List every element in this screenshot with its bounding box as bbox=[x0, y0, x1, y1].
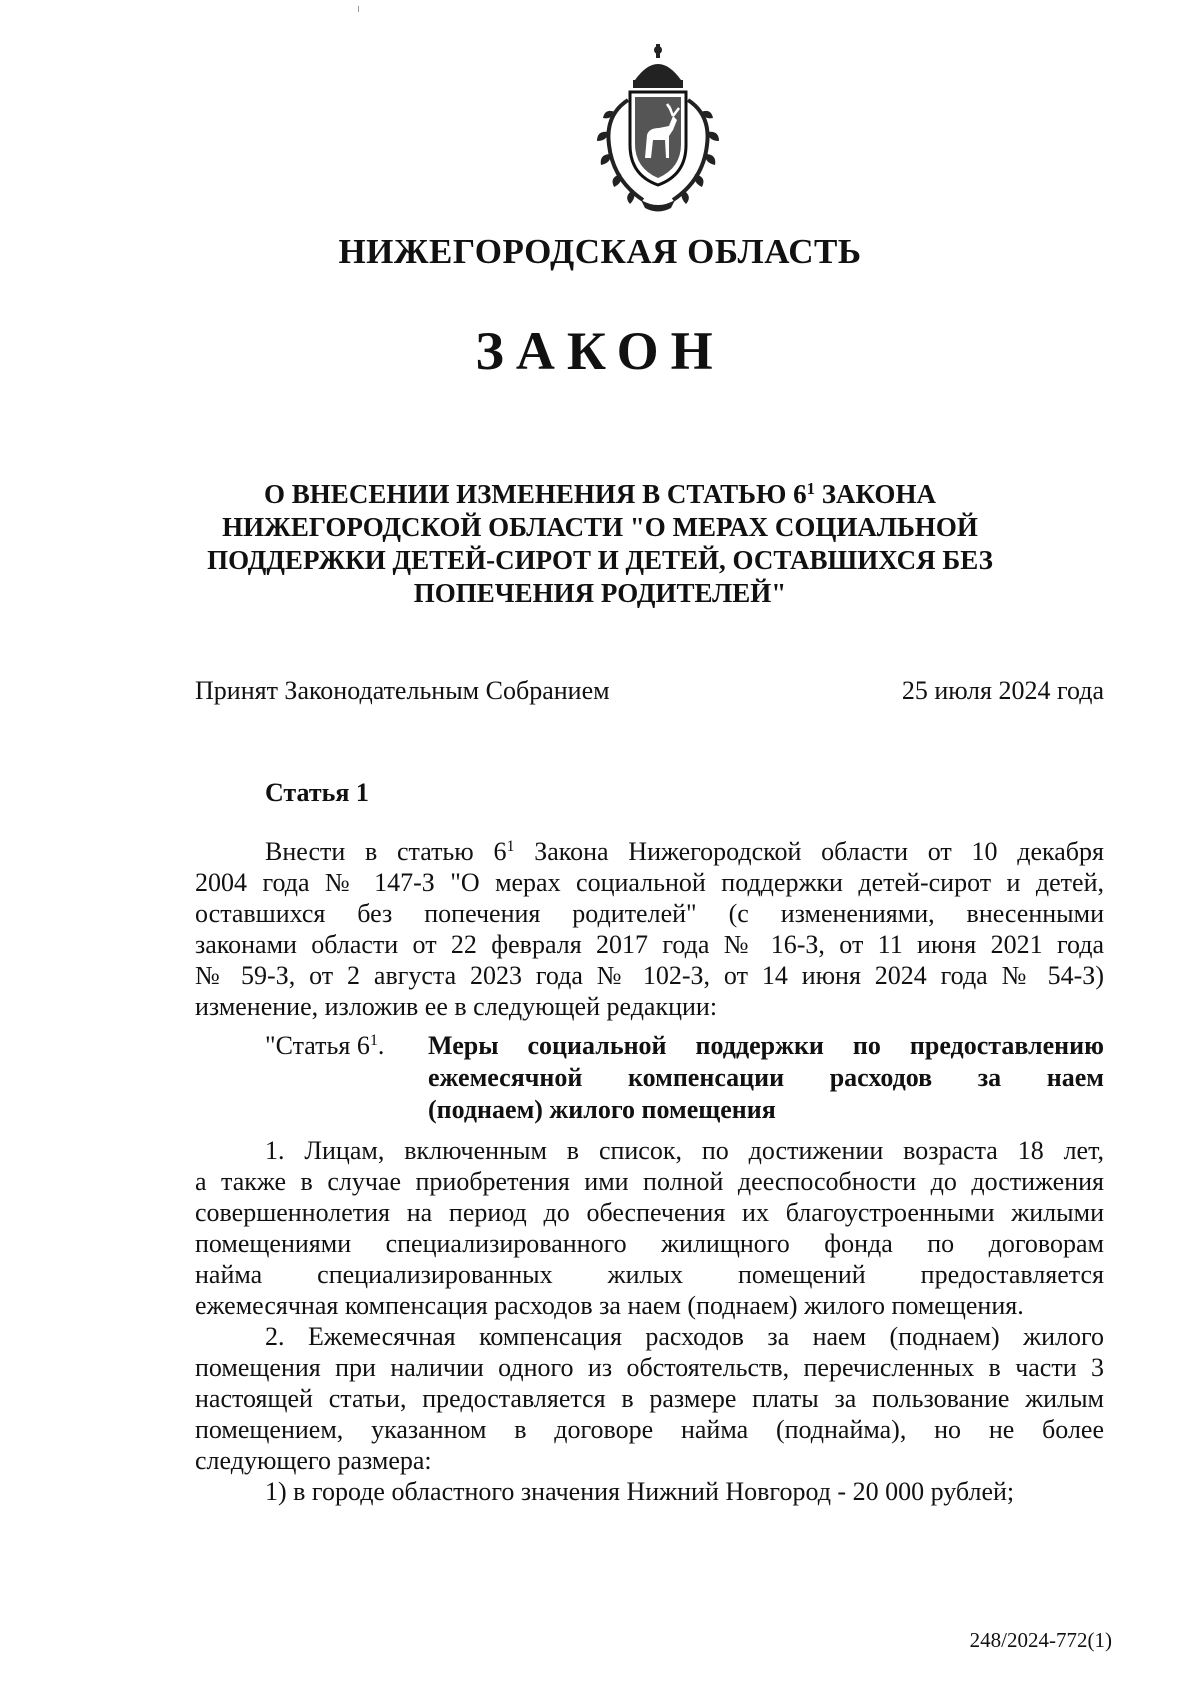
text-line: 2004 года № 147-З "О мерах социальной поддержки детей-сирот и детей, bbox=[195, 868, 1104, 897]
text-line: № 59-З, от 2 августа 2023 года № 102-З, от 14 июня 2024 года № 54-З) bbox=[195, 961, 1104, 990]
title-line: (поднаем) жилого помещения bbox=[428, 1095, 776, 1124]
text-line: ежемесячная компенсация расходов за наем (поднаем) жилого помещения. bbox=[195, 1291, 1024, 1320]
part-1 bbox=[195, 1135, 1104, 1321]
region-name: НИЖЕГОРОДСКАЯ ОБЛАСТЬ bbox=[338, 232, 862, 271]
text-line: оставшихся без попечения родителей" (с изменениями, внесенными bbox=[195, 899, 1104, 928]
registration-number: 248/2024-772(1) bbox=[969, 1628, 1112, 1652]
list-item: 1) в городе областного значения Нижний Новгород - 20 000 рублей; bbox=[265, 1477, 1015, 1506]
law-title-line: НИЖЕГОРОДСКОЙ ОБЛАСТИ "О МЕРАХ СОЦИАЛЬНОЙ bbox=[222, 512, 978, 542]
law-title-line: ПОПЕЧЕНИЯ РОДИТЕЛЕЙ" bbox=[413, 578, 787, 608]
text-line: помещения при наличии одного из обстоятельств, перечисленных в части 3 bbox=[195, 1353, 1104, 1382]
text-line: законами области от 22 февраля 2017 года № 16-З, от 11 июня 2021 года bbox=[195, 930, 1104, 959]
article-heading: Статья 1 bbox=[265, 778, 369, 807]
adopting-body: Принят Законодательным Собранием bbox=[195, 676, 610, 705]
part-2 bbox=[195, 1321, 1104, 1507]
text-line: совершеннолетия на период до обеспечения их благоустроенными жилыми bbox=[195, 1198, 1104, 1227]
adoption-date: 25 июля 2024 года bbox=[901, 676, 1104, 705]
text-line: а также в случае приобретения ими полной дееспособности до достижения bbox=[195, 1167, 1104, 1196]
text-line: помещением, указанном в договоре найма (поднайма), но не более bbox=[195, 1415, 1104, 1444]
article-paragraph bbox=[195, 836, 1104, 1022]
text-line: 2. Ежемесячная компенсация расходов за наем (поднаем) жилого bbox=[265, 1322, 1104, 1351]
title-line: Меры социальной поддержки по предоставлению bbox=[428, 1031, 1104, 1060]
text-line: следующего размера: bbox=[195, 1446, 432, 1475]
quoted-article-title bbox=[428, 1030, 1104, 1126]
law-title-line: О ВНЕСЕНИИ ИЗМЕНЕНИЯ В СТАТЬЮ $6^1$ ЗАКОНА bbox=[264, 478, 936, 509]
text-line: 1. Лицам, включенным в список, по достижении возраста 18 лет, bbox=[265, 1136, 1104, 1165]
text-line: настоящей статьи, предоставляется в размере платы за пользование жилым bbox=[195, 1384, 1104, 1413]
coat-of-arms-icon bbox=[583, 40, 733, 215]
text-line: изменение, изложив ее в следующей редакции: bbox=[195, 992, 718, 1021]
law-title-line: ПОДДЕРЖКИ ДЕТЕЙ-СИРОТ И ДЕТЕЙ, ОСТАВШИХСЯ БЕЗ bbox=[207, 545, 993, 575]
law-title bbox=[180, 478, 1020, 610]
text-line: Внести в статью $6^1$ Закона Нижегородской области от 10 декабря bbox=[265, 837, 1104, 866]
scan-mark bbox=[358, 6, 359, 12]
adoption-line bbox=[195, 676, 1104, 706]
document-type: ЗАКОН bbox=[475, 321, 725, 381]
text-line: найма специализированных жилых помещений предоставляется bbox=[195, 1260, 1104, 1289]
title-line: ежемесячной компенсации расходов за наем bbox=[428, 1063, 1104, 1092]
quoted-article-label: "Статья $6^1$. bbox=[265, 1031, 385, 1060]
text-line: помещениями специализированного жилищного фонда по договорам bbox=[195, 1229, 1104, 1258]
